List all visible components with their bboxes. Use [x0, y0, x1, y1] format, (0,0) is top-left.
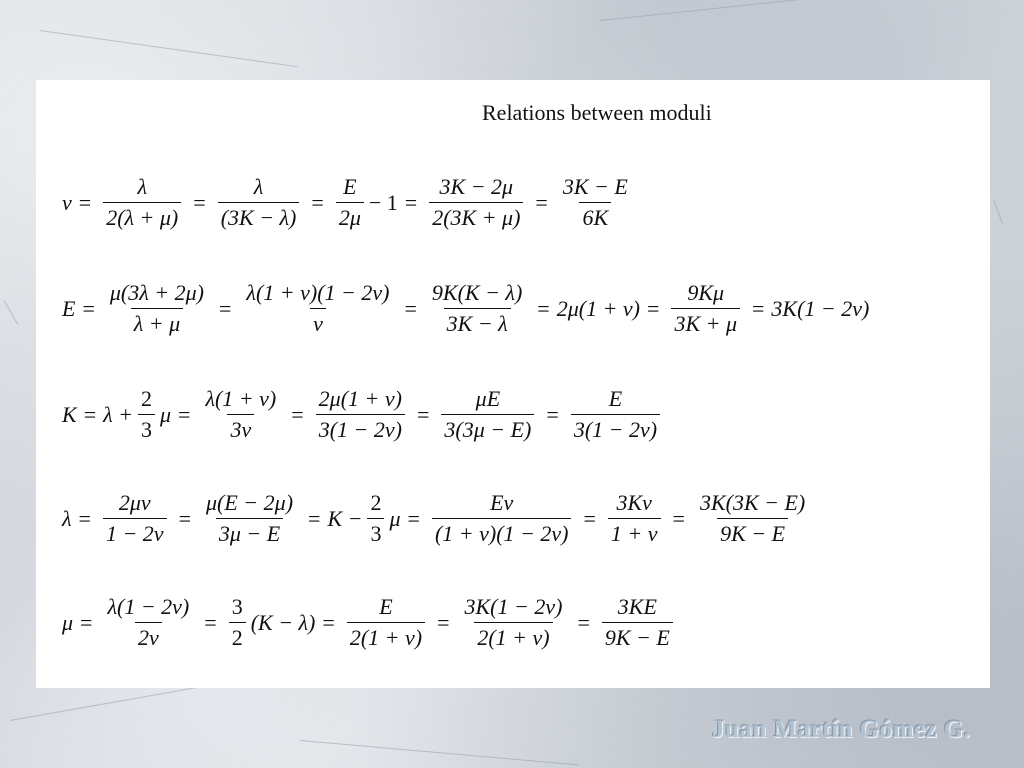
eq-term: 3K(1 − 2ν)	[771, 295, 870, 321]
fraction: $\frac{3}{2}$	[229, 596, 246, 649]
fraction: $\frac{E}{3(1 - 2\nu)}$	[571, 388, 660, 441]
fraction: $\frac{\lambda(1 - 2\nu)}{2\nu}$	[107, 594, 190, 650]
fraction: $\frac{E\nu}{(1 + \nu)(1 - 2\nu)}$	[432, 492, 572, 545]
equation-bulk-modulus: K = λ + $\frac{2}{3}$ μ = $\frac{\lambda(1 + \nu)}{3\nu}$ = $\frac{2\mu(1 + \nu)}{3(1 - 2\nu)}$ = $\frac{\mu E}{3(3\mu - E)}$ = $\frac{E}{3(1 - 2\nu)}$	[62, 388, 665, 441]
fraction: $\frac{2}{3}$	[367, 492, 384, 545]
fraction: $\frac{\mu(3\lambda + 2\mu)}{\lambda + \mu}$	[109, 280, 204, 336]
eq-lhs: ν	[62, 189, 72, 215]
fraction: $\frac{3K - E}{6K}$	[562, 174, 628, 230]
eq-term: μ	[159, 401, 172, 427]
eq-lhs: μ	[62, 609, 74, 635]
eq-term: (K − λ)	[250, 609, 316, 635]
eq-lhs: K	[62, 401, 77, 427]
fraction: $\frac{9K\mu}{3K + \mu}$	[671, 282, 740, 335]
marble-vein	[4, 300, 19, 325]
fraction: $\frac{9K(K - \lambda)}{3K - \lambda}$	[431, 280, 523, 336]
eq-term: μ	[389, 505, 401, 531]
fraction: $\frac{3K(3K - E)}{9K - E}$	[699, 490, 806, 546]
eq-term: K −	[327, 505, 363, 531]
fraction: $\frac{3K\nu}{1 + \nu}$	[608, 492, 661, 545]
fraction: $\frac{2\mu\nu}{1 - 2\nu}$	[103, 492, 167, 545]
fraction: $\frac{\mu(E - 2\mu)}{3\mu - E}$	[206, 490, 294, 546]
fraction: $\frac{\mu E}{3(3\mu - E)}$	[441, 388, 534, 441]
eq-term: 2μ(1 + ν)	[556, 295, 641, 321]
fraction: $\frac{2\mu(1 + \nu)}{3(1 - 2\nu)}$	[316, 388, 405, 441]
slide-panel	[36, 80, 990, 688]
author-watermark: Juan Martín Gómez G.	[712, 716, 971, 743]
fraction: $\frac{\lambda(1 + \nu)(1 - 2\nu)}{\nu}$	[246, 280, 390, 336]
fraction: $\frac{3K - 2\mu}{2(3K + \mu)}$	[429, 176, 523, 229]
eq-term: λ +	[103, 401, 133, 427]
equation-poisson-ratio: ν = $\frac{\lambda}{2(\lambda + \mu)}$ = $\frac{\lambda}{(3K - \lambda)}$ = $\frac{E}{2\mu}$ − 1 = $\frac{3K - 2\mu}{2(3K + \mu)}$ = $\frac{3K - E}{6K}$	[62, 176, 636, 229]
eq-term: − 1	[368, 189, 398, 215]
equation-shear-modulus: μ = $\frac{\lambda(1 - 2\nu)}{2\nu}$ = $\frac{3}{2}$ (K − λ) = $\frac{E}{2(1 + \nu)}$ = $\frac{3K(1 - 2\nu)}{2(1 + \nu)}$ = $\frac{3KE}{9K - E}$	[62, 596, 678, 649]
fraction: $\frac{\lambda(1 + \nu)}{3\nu}$	[205, 386, 277, 442]
fraction: $\frac{3KE}{9K - E}$	[602, 596, 673, 649]
fraction: $\frac{3K(1 - 2\nu)}{2(1 + \nu)}$	[464, 594, 563, 650]
slide-title: Relations between moduli	[482, 100, 712, 125]
marble-vein	[40, 30, 298, 67]
fraction: $\frac{\lambda}{2(\lambda + \mu)}$	[103, 176, 181, 229]
fraction: $\frac{2}{3}$	[138, 388, 155, 441]
equation-young-modulus: E = $\frac{\mu(3\lambda + 2\mu)}{\lambda + \mu}$ = $\frac{\lambda(1 + \nu)(1 - 2\nu)}{\nu}$ = $\frac{9K(K - \lambda)}{3K - \lambda}$ = 2μ(1 + ν) = $\frac{9K\mu}{3K + \mu}$ = 3K(1 − 2ν)	[62, 280, 870, 336]
eq-lhs: λ	[62, 505, 72, 531]
fraction: $\frac{E}{2(1 + \nu)}$	[347, 596, 425, 649]
marble-vein	[600, 0, 898, 21]
marble-vein	[300, 740, 579, 765]
equation-lame-lambda: λ = $\frac{2\mu\nu}{1 - 2\nu}$ = $\frac{\mu(E - 2\mu)}{3\mu - E}$ = K − $\frac{2}{3}$ μ = $\frac{E\nu}{(1 + \nu)(1 - 2\nu)}$ = $\frac{3K\nu}{1 + \nu}$ = $\frac{3K(3K - E)}{9K - E}$	[62, 492, 813, 545]
marble-vein	[994, 200, 1004, 225]
fraction: $\frac{\lambda}{(3K - \lambda)}$	[218, 176, 300, 229]
fraction: $\frac{E}{2\mu}$	[336, 176, 364, 229]
eq-lhs: E	[62, 295, 76, 321]
